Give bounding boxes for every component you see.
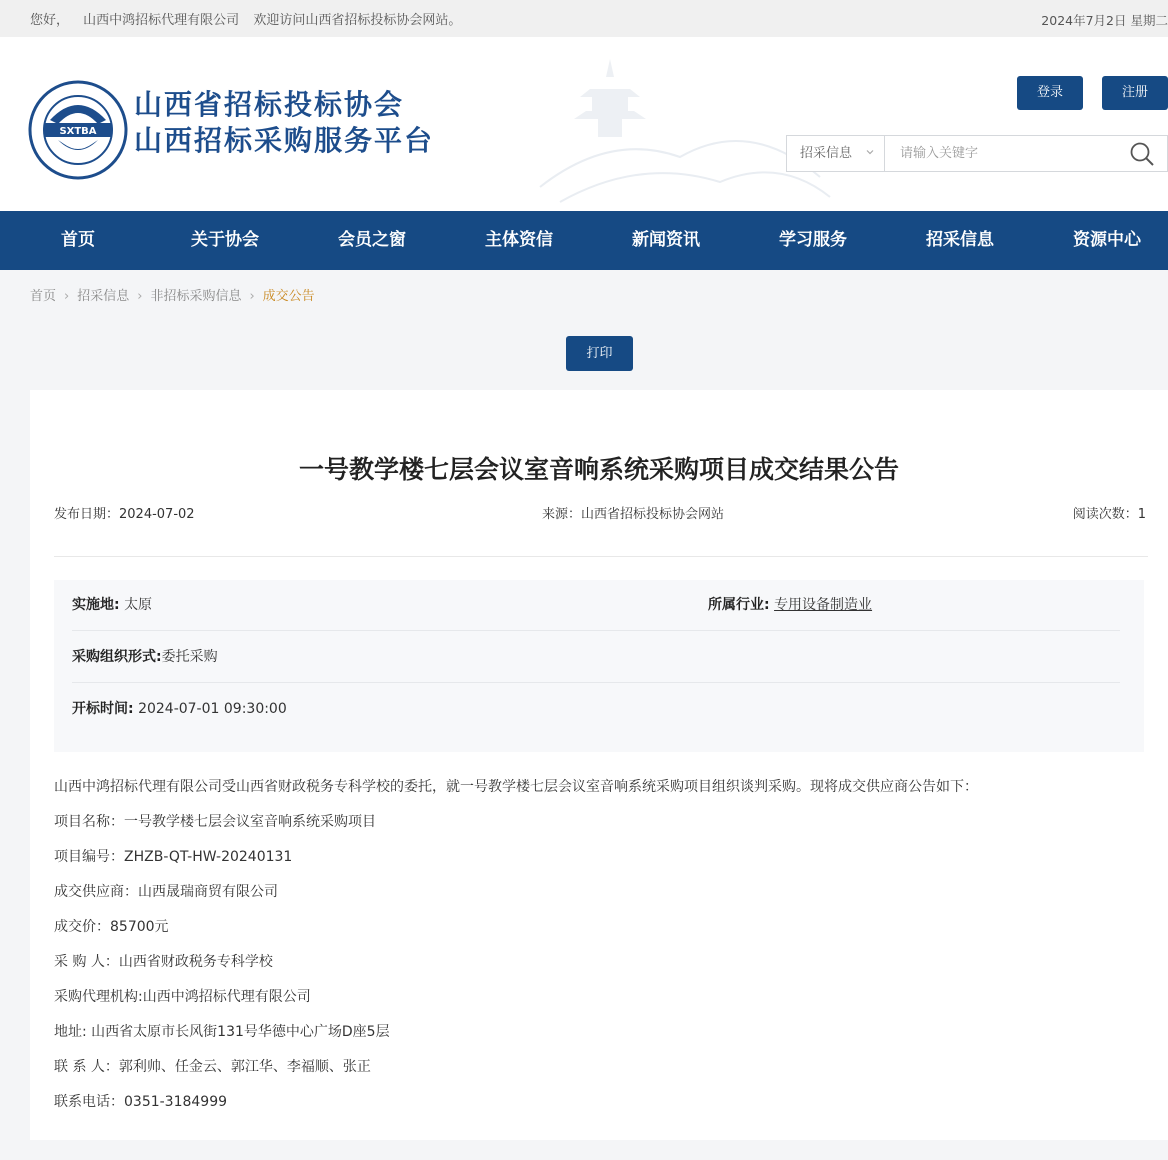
body-paragraph: 联 系 人：郭利帅、任金云、郭江华、李福顺、张正 xyxy=(54,1059,371,1075)
welcome-text: 欢迎访问山西省招标投标协会网站。 xyxy=(253,13,462,28)
article-source xyxy=(542,503,724,522)
info-org-form xyxy=(72,646,218,666)
search-bar xyxy=(786,135,1168,172)
breadcrumb-home[interactable]: 首页 xyxy=(30,289,57,304)
body-paragraph: 项目编号：ZHZB-QT-HW-20240131 xyxy=(54,849,293,865)
site-title-line1: 山西省招标投标协会 xyxy=(134,88,405,121)
body-paragraph: 山西中鸿招标代理有限公司受山西省财政税务专科学校的委托，就一号教学楼七层会议室音响系统采购项目组织谈判采购。现将成交供应商公告如下： xyxy=(54,779,978,795)
info-industry-value[interactable]: 专用设备制造业 xyxy=(774,597,873,613)
search-category-select[interactable] xyxy=(787,136,885,171)
body-paragraph: 采购代理机构:山西中鸿招标代理有限公司 xyxy=(54,989,311,1005)
body-paragraph: 成交供应商：山西晟瑞商贸有限公司 xyxy=(54,884,278,900)
source-label: 来源： xyxy=(542,507,582,522)
info-location xyxy=(72,594,152,614)
article-card xyxy=(30,390,1168,1140)
divider xyxy=(54,556,1148,557)
top-bar xyxy=(0,0,1168,37)
body-paragraph: 采 购 人：山西省财政税务专科学校 xyxy=(54,954,273,970)
nav-item-about[interactable]: 关于协会 xyxy=(191,230,259,250)
breadcrumb-current: 成交公告 xyxy=(262,289,315,304)
search-input[interactable] xyxy=(886,136,1118,171)
article-title: 一号教学楼七层会议室音响系统采购项目成交结果公告 xyxy=(298,455,899,484)
project-info-box xyxy=(54,580,1144,752)
site-title xyxy=(134,87,434,159)
breadcrumb-procurement[interactable]: 招采信息 xyxy=(77,289,130,304)
nav-item-members[interactable]: 会员之窗 xyxy=(338,230,406,250)
publish-date-value: 2024-07-02 xyxy=(119,507,195,522)
publish-date xyxy=(54,503,195,522)
info-industry-label: 所属行业: xyxy=(708,597,770,613)
source-value: 山西省招标投标协会网站 xyxy=(581,507,725,522)
nav-item-home[interactable]: 首页 xyxy=(61,230,95,250)
breadcrumb-separator: › xyxy=(64,289,70,304)
print-button[interactable]: 打印 xyxy=(566,336,633,371)
breadcrumb-separator: › xyxy=(137,289,143,304)
greeting-text: 您好， xyxy=(30,13,70,28)
body-paragraph: 联系电话：0351-3184999 xyxy=(54,1094,228,1110)
site-header xyxy=(0,37,1168,211)
info-org-form-label: 采购组织形式: xyxy=(72,649,162,665)
body-paragraph: 成交价：85700元 xyxy=(54,919,169,935)
nav-item-procurement[interactable]: 招采信息 xyxy=(926,230,994,250)
info-open-time-label: 开标时间: xyxy=(72,701,134,717)
user-company: 山西中鸿招标代理有限公司 xyxy=(83,13,240,28)
info-open-time xyxy=(72,698,287,718)
info-location-label: 实施地: xyxy=(72,597,120,613)
chevron-down-icon xyxy=(866,148,874,156)
info-org-form-value: 委托采购 xyxy=(161,649,218,665)
info-divider xyxy=(72,630,1120,631)
logo-abbr: SXTBA xyxy=(59,126,97,137)
current-date: 2024年7月2日 星期二 xyxy=(1041,13,1168,28)
site-title-line2: 山西招标采购服务平台 xyxy=(134,124,435,157)
logo-emblem xyxy=(28,80,128,180)
info-location-value: 太原 xyxy=(124,597,153,613)
search-category-label: 招采信息 xyxy=(800,146,853,161)
register-button[interactable]: 注册 xyxy=(1102,76,1168,110)
info-industry xyxy=(708,594,872,614)
info-divider xyxy=(72,682,1120,683)
breadcrumb-separator: › xyxy=(249,289,255,304)
nav-item-resources[interactable]: 资源中心 xyxy=(1073,230,1141,250)
nav-item-credit[interactable]: 主体资信 xyxy=(485,230,553,250)
body-paragraph: 地址: 山西省太原市长风街131号华德中心广场D座5层 xyxy=(54,1024,390,1040)
body-paragraph: 项目名称：一号教学楼七层会议室音响系统采购项目 xyxy=(54,814,376,830)
main-nav xyxy=(0,211,1168,270)
views-label: 阅读次数： xyxy=(1072,507,1138,522)
pavilion-decoration xyxy=(520,37,840,211)
publish-date-label: 发布日期： xyxy=(54,507,120,522)
nav-item-learning[interactable]: 学习服务 xyxy=(779,230,847,250)
search-icon[interactable] xyxy=(1129,141,1155,167)
breadcrumb-non-tender[interactable]: 非招标采购信息 xyxy=(150,289,242,304)
article-body xyxy=(54,770,978,1120)
greeting xyxy=(30,9,471,28)
login-button[interactable]: 登录 xyxy=(1017,76,1083,110)
breadcrumb xyxy=(30,285,315,304)
nav-item-news[interactable]: 新闻资讯 xyxy=(632,230,700,250)
info-open-time-value: 2024-07-01 09:30:00 xyxy=(138,701,287,717)
views-value: 1 xyxy=(1137,507,1146,522)
view-count xyxy=(1073,503,1146,522)
